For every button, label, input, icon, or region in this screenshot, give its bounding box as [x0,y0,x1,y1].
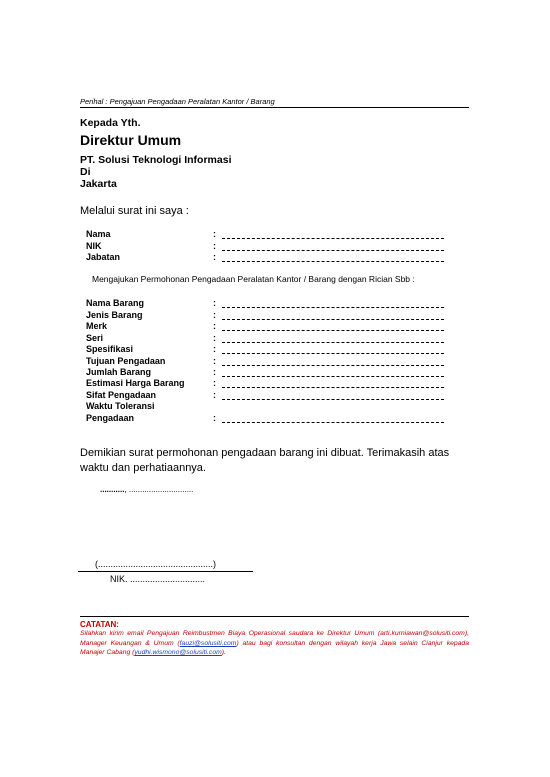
closing-paragraph: Demikian surat permohonan pengadaan barang ini dibuat. Terimakasih atas waktu dan perhatiaannya. [80,447,450,474]
field-label-tujuan-pengadaan: Tujuan Pengadaan [86,356,166,366]
field-blank-nama[interactable] [222,238,444,239]
request-text: Mengajukan Permohonan Pengadaan Peralatan Kantor / Barang dengan Rician Sbb : [92,274,415,284]
field-label-spesifikasi: Spesifikasi [86,344,134,354]
catatan-text [80,629,469,658]
field-colon: : [213,413,216,423]
field-colon: : [213,390,216,400]
catatan-text-2: ) atau bagi konsultan dengan wilayah kerja Jawa selain Cianjur kepada Manajer Cabang ( [80,639,469,656]
field-blank-estimasi-harga[interactable] [222,387,444,388]
header-divider [80,107,469,108]
field-label-nama: Nama [86,229,111,239]
field-blank-jenis-barang[interactable] [222,319,444,320]
footer-divider [80,616,469,617]
date-place: ........... [100,485,125,494]
intro-text: Melalui surat ini saya : [80,205,189,217]
signature-name: (..............................................) [95,559,217,569]
recipient-company: PT. Solusi Teknologi Informasi [80,154,232,166]
recipient-di: Di [80,166,91,178]
recipient-title: Direktur Umum [80,132,182,148]
field-blank-jumlah-barang[interactable] [222,376,444,377]
field-colon: : [213,310,216,320]
field-blank-jabatan[interactable] [222,261,444,262]
field-blank-tujuan-pengadaan[interactable] [222,365,444,366]
field-label-estimasi-harga: Estimasi Harga Barang [86,378,185,388]
field-label-jenis-barang: Jenis Barang [86,310,143,320]
field-blank-nama-barang[interactable] [222,307,444,308]
field-label-merk: Merk [86,321,108,331]
perihal-line: Perihal : Pengajuan Pengadaan Peralatan Kantor / Barang [80,97,275,106]
date-line [100,485,193,494]
field-colon: : [213,344,216,354]
field-colon: : [213,356,216,366]
catatan-text-1: Silahkan kirim email Pengajuan Reimbustmen Biaya Operasional saudara ke Direktur Umum (arti.kurniawan@solusiti.com), Manager Keuangan & Umum ( [80,630,469,647]
field-colon: : [213,252,216,262]
field-label-nik: NIK [86,241,102,251]
field-label-seri: Seri [86,333,104,343]
field-colon: : [213,321,216,331]
catatan-title: CATATAN: [80,620,119,629]
field-colon: : [213,241,216,251]
field-colon: : [213,333,216,343]
field-blank-sifat-pengadaan[interactable] [222,399,444,400]
field-blank-spesifikasi[interactable] [222,353,444,354]
field-blank-merk[interactable] [222,330,444,331]
field-label-pengadaan: Pengadaan [86,413,135,423]
field-label-sifat-pengadaan: Sifat Pengadaan [86,390,157,400]
field-label-jumlah-barang: Jumlah Barang [86,367,152,377]
catatan-text-3: ). [221,649,226,656]
signature-nik: NIK. .............................. [110,574,206,584]
field-label-nama-barang: Nama Barang [86,298,145,308]
field-blank-seri[interactable] [222,342,444,343]
field-colon: : [213,298,216,308]
recipient-city: Jakarta [80,178,117,190]
email-link-keuangan[interactable]: fauzi@solusiti.com [179,639,237,647]
field-blank-pengadaan[interactable] [222,422,444,423]
field-colon: : [213,229,216,239]
field-label-waktu-toleransi: Waktu Toleransi [86,401,155,411]
field-blank-nik[interactable] [222,250,444,251]
date-value: , ............................. [124,485,194,494]
email-link-cabang[interactable]: yudhi.wismono@solusiti.com [134,649,222,656]
field-colon: : [213,367,216,377]
signature-line [78,571,253,572]
field-label-jabatan: Jabatan [86,252,121,262]
kepada-yth: Kepada Yth. [80,117,141,129]
field-colon: : [213,378,216,388]
